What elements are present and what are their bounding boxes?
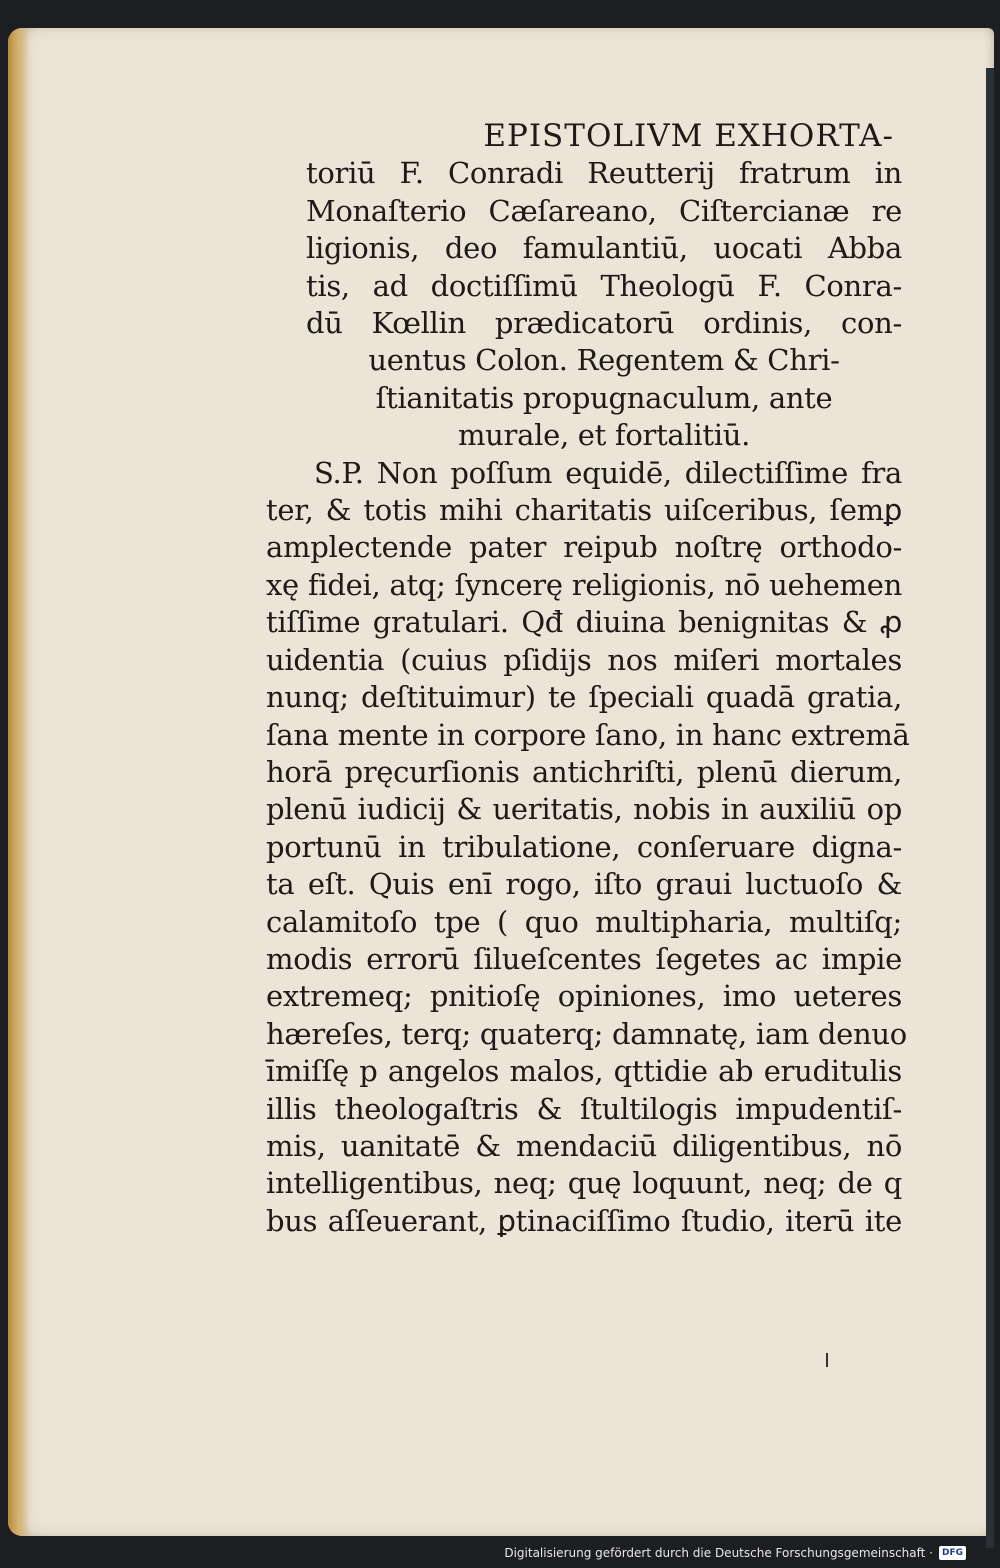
body-line: extremeq; pnitioſę opiniones, imo ueteres: [266, 979, 902, 1014]
body-line: calamitoſo tpe ( quo multipharia, multiſq;: [266, 904, 902, 939]
title-line-7: uentus Colon. Regentem & Chri-: [368, 343, 840, 378]
body-line: horā pręcurſionis antichriſti, plenū dierum,: [266, 754, 902, 789]
digitization-footer: [504, 1546, 966, 1560]
page-edge: [986, 68, 994, 1548]
title-line-1: EPISTOLIVM EXHORTA-: [483, 118, 894, 154]
title-line-5: tis, ad doctiſſimū Theologū F. Conra-: [306, 268, 902, 303]
title-block: [266, 118, 902, 455]
body-line: modis errorū ſilueſcentes ſegetes ac impie: [266, 941, 902, 976]
body-line: illis theologaſtris & ſtultilogis impudentiſ-: [266, 1091, 902, 1126]
body-line: intelligentibus, neq; quę loquunt, neq; de q: [266, 1166, 902, 1201]
body-line: xę fidei, atq; ſyncerę religionis, nō uehemen: [266, 567, 902, 602]
title-line-3: Monaſterio Cæſareano, Ciſtercianæ re: [306, 193, 902, 228]
ink-mark: [826, 1353, 828, 1367]
body-line: S.P. Non poſſum equidē, dilectiſſime fra: [314, 455, 902, 490]
title-line-6: dū Kœllin prædicatorū ordinis, con-: [306, 306, 902, 341]
body-line: ſana mente in corpore ſano, in hanc extremā: [266, 717, 910, 752]
book-page: [8, 28, 994, 1536]
body-line: ta eſt. Quis enī rogo, iſto graui luctuoſo &: [266, 867, 902, 902]
body-line: nunq; deſtituimur) te ſpeciali quadā gratia,: [266, 680, 902, 715]
body-line: īmiſſę p angelos malos, qttidie ab eruditulis: [266, 1054, 902, 1089]
body-line: portunū in tribulatione, conſeruare digna-: [266, 829, 902, 864]
body-line: uidentia (cuius pſidijs nos miſeri mortales: [266, 642, 902, 677]
dfg-logo-icon: DFG: [939, 1546, 966, 1560]
title-line-4: ligionis, deo famulantiū, uocati Abba: [306, 231, 902, 266]
body-line: plenū iudicij & ueritatis, nobis in auxiliū op: [266, 792, 902, 827]
body-block: [266, 455, 910, 1241]
body-line: amplectende pater reipub noſtrę orthodo-: [266, 530, 902, 565]
text-block: [266, 118, 910, 1240]
body-line: bus aſſeuerant, ꝑtinaciſſimo ſtudio, iterū ite: [266, 1203, 902, 1238]
body-line: hæreſes, terq; quaterq; damnatę, iam denuo: [266, 1016, 907, 1051]
title-line-9: murale, et fortalitiū.: [457, 418, 750, 453]
body-line: tiſſime gratulari. Qđ diuina benignitas & ꝓ: [266, 605, 902, 640]
footer-text: Digitalisierung gefördert durch die Deutsche Forschungsgemeinschaft ·: [504, 1546, 933, 1560]
title-line-8: ſtianitatis propugnaculum, ante: [375, 380, 833, 415]
body-line: ter, & totis mihi charitatis uiſceribus, ſemꝑ: [266, 493, 902, 528]
title-line-2: toriū F. Conradi Reutterij fratrum in: [306, 156, 902, 191]
body-line: mis, uanitatē & mendaciū diligentibus, nō: [266, 1128, 902, 1163]
